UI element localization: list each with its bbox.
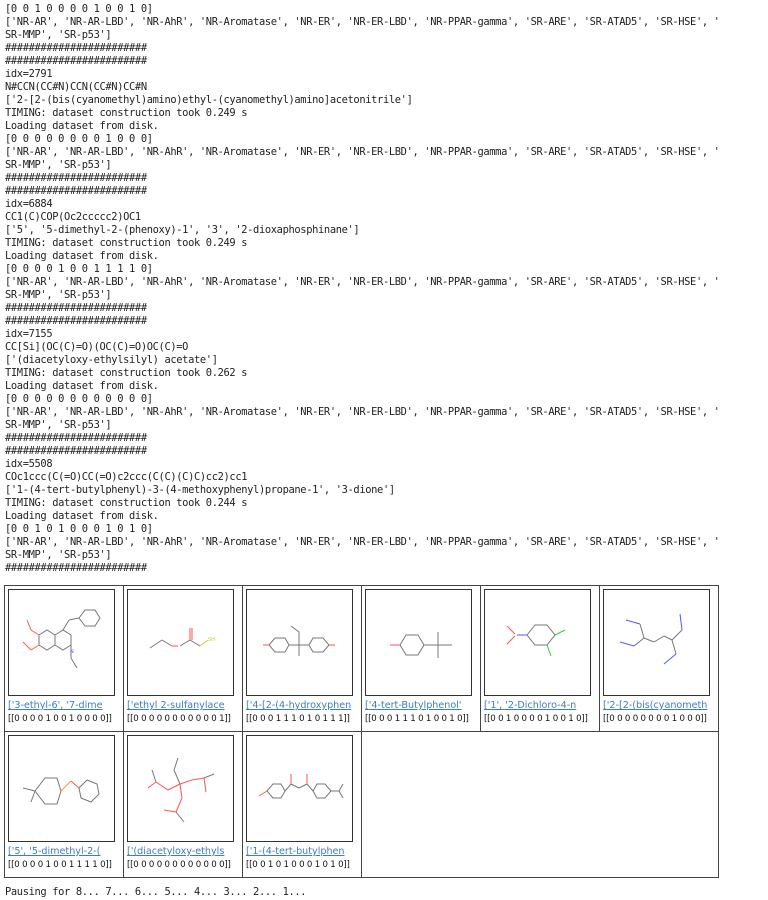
svg-text:N: N bbox=[70, 649, 74, 655]
molecule-labels: [[0 0 0 0 1 0 0 1 0 0 0 0]] bbox=[8, 714, 112, 724]
log-line: SR-MMP', 'SR-p53'] bbox=[5, 159, 112, 171]
molecule-name-link[interactable]: ['1-(4-tert-butylphen bbox=[246, 846, 345, 857]
molecule-labels: [[0 0 1 0 0 0 0 1 0 0 1 0]] bbox=[484, 714, 588, 724]
log-line: idx=7155 bbox=[5, 328, 53, 340]
log-line: ######################## bbox=[5, 302, 147, 314]
log-line: ['2-[2-(bis(cyanomethyl)amino)ethyl-(cyanomethyl)amino]acetonitrile'] bbox=[5, 94, 413, 106]
molecule-image bbox=[127, 735, 234, 842]
ethyl-thioglycolate-structure-icon bbox=[128, 590, 233, 695]
molecule-cell bbox=[243, 732, 362, 878]
log-line: ######################## bbox=[5, 185, 147, 197]
log-line: idx=5508 bbox=[5, 458, 53, 470]
molecule-labels: [[0 0 0 0 0 0 0 0 1 0 0 0]] bbox=[603, 714, 707, 724]
molecule-name-link[interactable]: ['2-[2-(bis(cyanometh bbox=[603, 700, 708, 711]
log-line: Loading dataset from disk. bbox=[5, 250, 159, 262]
log-line: ['NR-AR', 'NR-AR-LBD', 'NR-AhR', 'NR-Aromatase', 'NR-ER', 'NR-ER-LBD', 'NR-PPAR-gamma', 'SR-ARE', 'SR-ATAD5', 'SR-HSE', ' bbox=[5, 406, 720, 418]
molecule-name-link[interactable]: ['ethyl 2-sulfanylace bbox=[127, 700, 225, 711]
silyl-triacetate-structure-icon bbox=[128, 736, 233, 841]
log-line: [0 0 0 0 0 0 0 0 0 0 0 0] bbox=[5, 393, 153, 405]
log-line: ['NR-AR', 'NR-AR-LBD', 'NR-AhR', 'NR-Aromatase', 'NR-ER', 'NR-ER-LBD', 'NR-PPAR-gamma', 'SR-ARE', 'SR-ATAD5', 'SR-HSE', ' bbox=[5, 146, 720, 158]
log-line: Loading dataset from disk. bbox=[5, 510, 159, 522]
log-line: ######################## bbox=[5, 562, 147, 574]
log-line: ['1-(4-tert-butylphenyl)-3-(4-methoxyphenyl)propane-1', '3-dione'] bbox=[5, 484, 395, 496]
molecule-cell bbox=[124, 586, 243, 732]
grid-row-2 bbox=[5, 732, 719, 878]
molecule-labels: [[0 0 1 0 1 0 0 0 1 0 1 0]] bbox=[246, 860, 350, 870]
log-line: ['NR-AR', 'NR-AR-LBD', 'NR-AhR', 'NR-Aromatase', 'NR-ER', 'NR-ER-LBD', 'NR-PPAR-gamma', 'SR-ARE', 'SR-ATAD5', 'SR-HSE', ' bbox=[5, 276, 720, 288]
log-line: ######################## bbox=[5, 315, 147, 327]
empty-cell bbox=[362, 732, 719, 878]
log-line: ['NR-AR', 'NR-AR-LBD', 'NR-AhR', 'NR-Aromatase', 'NR-ER', 'NR-ER-LBD', 'NR-PPAR-gamma', 'SR-ARE', 'SR-ATAD5', 'SR-HSE', ' bbox=[5, 16, 720, 28]
log-line: Loading dataset from disk. bbox=[5, 120, 159, 132]
svg-text:SH: SH bbox=[208, 637, 215, 643]
log-line: [0 0 1 0 1 0 0 0 1 0 1 0] bbox=[5, 523, 153, 535]
bisphenol-structure-icon bbox=[247, 590, 352, 695]
log-line: TIMING: dataset construction took 0.249 s bbox=[5, 107, 248, 119]
molecule-cell bbox=[600, 586, 719, 732]
log-line: [0 0 0 0 0 0 0 0 1 0 0 0] bbox=[5, 133, 153, 145]
molecule-name-link[interactable]: ['5', '5-dimethyl-2-( bbox=[8, 846, 101, 857]
molecule-cell bbox=[5, 732, 124, 878]
molecule-cell bbox=[124, 732, 243, 878]
dioxaphosphinane-structure-icon bbox=[9, 736, 114, 841]
log-line: ['NR-AR', 'NR-AR-LBD', 'NR-AhR', 'NR-Aromatase', 'NR-ER', 'NR-ER-LBD', 'NR-PPAR-gamma', 'SR-ARE', 'SR-ATAD5', 'SR-HSE', ' bbox=[5, 536, 720, 548]
molecule-image bbox=[603, 589, 710, 696]
molecule-cell bbox=[362, 586, 481, 732]
log-line: TIMING: dataset construction took 0.244 s bbox=[5, 497, 248, 509]
log-line: TIMING: dataset construction took 0.262 s bbox=[5, 367, 248, 379]
dichloronitrobenzene-structure-icon bbox=[485, 590, 590, 695]
molecule-grid bbox=[4, 585, 719, 878]
molecule-name-link[interactable]: ['(diacetyloxy-ethyls bbox=[127, 846, 225, 857]
molecule-image bbox=[246, 735, 353, 842]
log-line: ######################## bbox=[5, 432, 147, 444]
molecule-cell bbox=[5, 586, 124, 732]
molecule-labels: [[0 0 0 0 1 0 0 1 1 1 1 0]] bbox=[8, 860, 112, 870]
log-line: SR-MMP', 'SR-p53'] bbox=[5, 29, 112, 41]
avobenzone-structure-icon bbox=[247, 736, 352, 841]
tert-butylphenol-structure-icon bbox=[366, 590, 471, 695]
molecule-labels: [[0 0 0 0 0 0 0 0 0 0 0 0]] bbox=[127, 860, 231, 870]
log-line: CC[Si](OC(C)=O)(OC(C)=O)OC(C)=O bbox=[5, 341, 189, 353]
molecule-labels: [[0 0 0 0 0 0 0 0 0 0 0 1]] bbox=[127, 714, 231, 724]
log-line: idx=2791 bbox=[5, 68, 53, 80]
isoquinoline-structure-icon bbox=[9, 590, 114, 695]
log-line: SR-MMP', 'SR-p53'] bbox=[5, 419, 112, 431]
molecule-name-link[interactable]: ['4-[2-(4-hydroxyphen bbox=[246, 700, 352, 711]
log-line: [0 0 1 0 0 0 0 1 0 0 1 0] bbox=[5, 3, 153, 15]
molecule-image bbox=[8, 589, 115, 696]
molecule-cell bbox=[243, 586, 362, 732]
log-line: ['(diacetyloxy-ethylsilyl) acetate'] bbox=[5, 354, 218, 366]
molecule-labels: [[0 0 0 1 1 1 0 1 0 0 1 0]] bbox=[365, 714, 469, 724]
molecule-image bbox=[127, 589, 234, 696]
molecule-labels: [[0 0 0 1 1 1 0 1 0 1 1 1]] bbox=[246, 714, 350, 724]
grid-row-1 bbox=[5, 586, 719, 732]
log-line: SR-MMP', 'SR-p53'] bbox=[5, 549, 112, 561]
molecule-image bbox=[484, 589, 591, 696]
log-line: TIMING: dataset construction took 0.249 s bbox=[5, 237, 248, 249]
log-line: Loading dataset from disk. bbox=[5, 380, 159, 392]
molecule-cell bbox=[481, 586, 600, 732]
molecule-name-link[interactable]: ['3-ethyl-6', '7-dime bbox=[8, 700, 103, 711]
molecule-image bbox=[365, 589, 472, 696]
molecule-image bbox=[246, 589, 353, 696]
log-line: idx=6884 bbox=[5, 198, 53, 210]
log-line: ######################## bbox=[5, 172, 147, 184]
pause-countdown: Pausing for 8... 7... 6... 5... 4... 3... 2... 1... bbox=[5, 886, 307, 898]
log-line: COc1ccc(C(=O)CC(=O)c2ccc(C(C)(C)C)cc2)cc1 bbox=[5, 471, 248, 483]
molecule-image bbox=[8, 735, 115, 842]
log-line: CC1(C)COP(Oc2ccccc2)OC1 bbox=[5, 211, 141, 223]
molecule-name-link[interactable]: ['1', '2-Dichloro-4-n bbox=[484, 700, 577, 711]
log-line: ######################## bbox=[5, 55, 147, 67]
log-line: SR-MMP', 'SR-p53'] bbox=[5, 289, 112, 301]
log-line: ######################## bbox=[5, 445, 147, 457]
nitrile-structure-icon bbox=[604, 590, 709, 695]
log-line: ######################## bbox=[5, 42, 147, 54]
log-line: [0 0 0 0 1 0 0 1 1 1 1 0] bbox=[5, 263, 153, 275]
log-line: N#CCN(CC#N)CCN(CC#N)CC#N bbox=[5, 81, 147, 93]
molecule-name-link[interactable]: ['4-tert-Butylphenol' bbox=[365, 700, 462, 711]
log-line: ['5', '5-dimethyl-2-(phenoxy)-1', '3', '2-dioxaphosphinane'] bbox=[5, 224, 360, 236]
